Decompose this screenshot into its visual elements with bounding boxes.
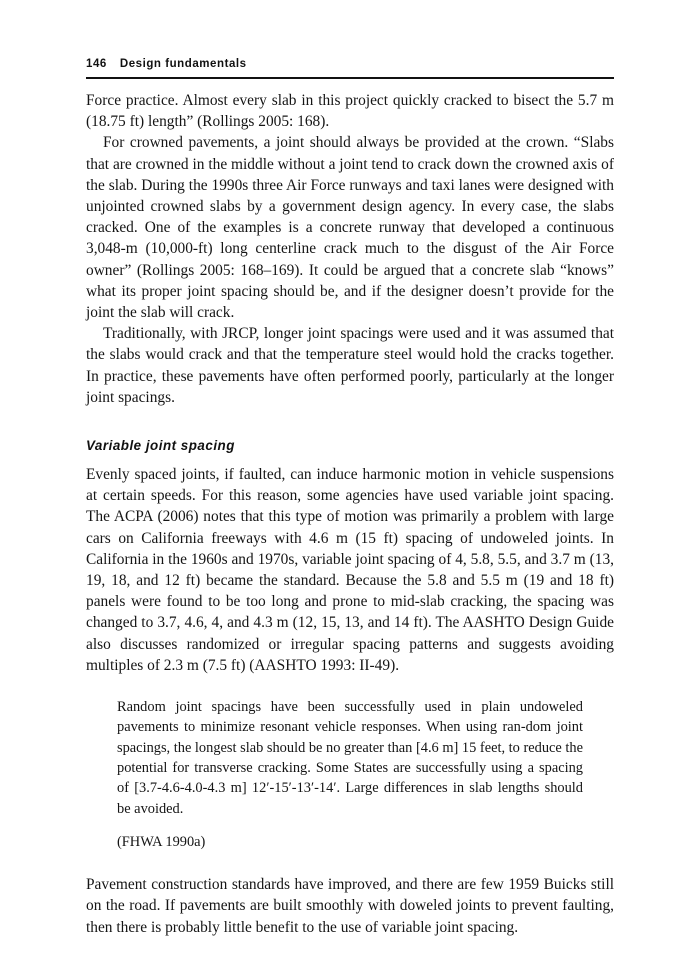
section-heading-variable-joint-spacing: Variable joint spacing [86,438,235,454]
paragraph-continuation: Force practice. Almost every slab in this project quickly cracked to bisect the 5.7 m (18.75 ft) length” (Rollings 2005: 168). [86,92,614,131]
paragraph-crowned-pavements: For crowned pavements, a joint should always be provided at the crown. “Slabs that are crowned in the middle without a joint tend to crack down the crowned axis of the slab. During the 1990s three Air Force runways and taxi lanes were designed with unjointed crowned slabs by a government design agency. In every case, the slabs cracked. One of the examples is a concrete runway that developed a continuous 3,048-m (10,000-ft) long centerline crack much to the disgust of the Air Force owner” (Rollings 2005: 168–169). It could be argued that a concrete slab “knows” what its proper joint spacing should be, and if the designer doesn’t provide for the joint the slab will crack. [86,134,614,322]
paragraph-closing: Pavement construction standards have improved, and there are few 1959 Buicks still on the road. If pavements are built smoothly with doweled joints to prevent faulting, then there is probably little benefit to the use of variable joint spacing. [86,876,614,936]
header-rule [86,77,614,79]
running-head-title: Design fundamentals [119,58,247,70]
blockquote-citation: (FHWA 1990a) [117,833,206,850]
body-text [86,90,614,938]
blockquote-text: Random joint spacings have been successfully used in plain undoweled pavements to minimize resonant vehicle responses. When using ran-dom joint spacings, the longest slab should be no greater than [4.6 m] 15 feet, to reduce the potential for transverse cracking. Some States are successfully using a spacing of [3.7-4.6-4.0-4.3 m] 12′-15′-13′-14′. Large differences in slab lengths should be avoided. [117,699,583,817]
running-head [86,58,614,70]
paragraph-jrcp: Traditionally, with JRCP, longer joint spacings were used and it was assumed that the slabs would crack and that the temperature steel would hold the cracks together. In practice, these pavements have often performed poorly, particularly at the longer joint spacings. [86,325,614,406]
page [86,0,614,960]
page-number: 146 [86,58,107,70]
paragraph-evenly-spaced-joints: Evenly spaced joints, if faulted, can induce harmonic motion in vehicle suspensions at certain speeds. For this reason, some agencies have used variable joint spacing. The ACPA (2006) notes that this type of motion was primarily a problem with large cars on California freeways with 4.6 m (15 ft) spacing of undoweled joints. In California in the 1960s and 1970s, variable joint spacing of 4, 5.8, 5.5, and 3.7 m (13, 19, 18, and 12 ft) became the standard. Because the 5.8 and 5.5 m (19 and 18 ft) panels were found to be too long and prone to mid-slab cracking, the spacing was changed to 3.7, 4.6, 4, and 4.3 m (12, 15, 13, and 14 ft). The AASHTO Design Guide also discusses randomized or irregular spacing patterns and suggests avoiding multiples of 2.3 m (7.5 ft) (AASHTO 1993: II-49). [86,466,614,674]
blockquote [86,676,583,852]
